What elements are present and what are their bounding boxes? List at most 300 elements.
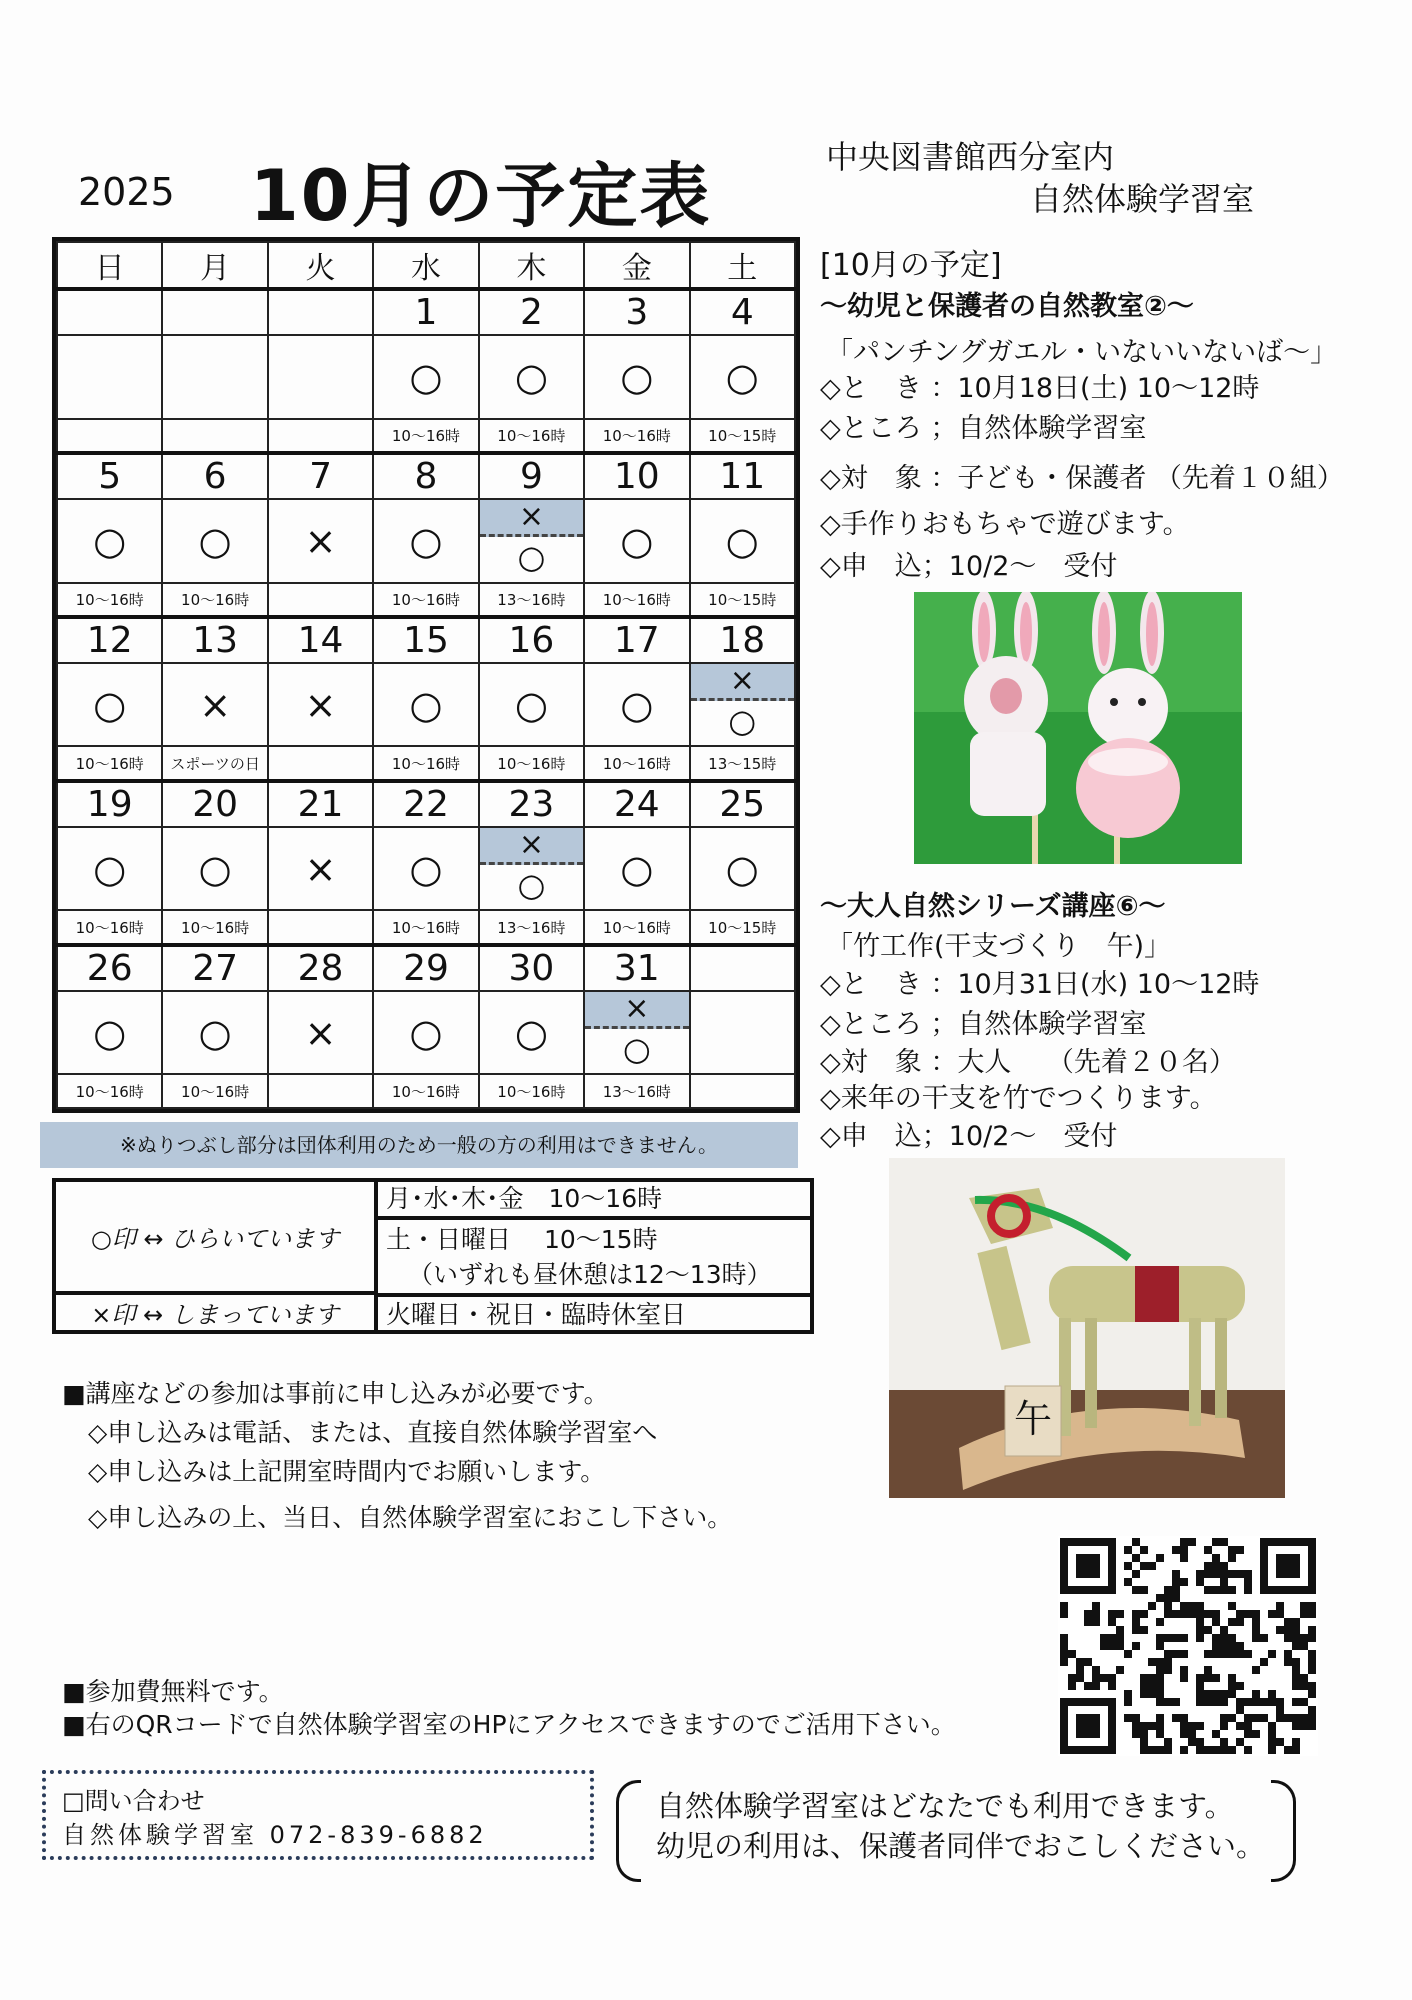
qr-module [1180, 1650, 1188, 1658]
qr-module [1228, 1634, 1236, 1642]
legend-open-lunch: （いずれも昼休憩は12～13時） [378, 1257, 810, 1297]
qr-module [1116, 1610, 1124, 1618]
qr-module [1204, 1562, 1212, 1570]
left-bracket [616, 1780, 641, 1882]
qr-module [1300, 1674, 1308, 1682]
qr-module [1092, 1674, 1100, 1682]
day-status [162, 335, 267, 419]
week-hours-row [57, 746, 795, 780]
qr-module [1164, 1586, 1172, 1594]
qr-module [1132, 1570, 1140, 1578]
qr-module [1172, 1714, 1180, 1722]
qr-module [1252, 1666, 1260, 1674]
day-status: ○ [373, 663, 478, 747]
qr-module [1084, 1610, 1092, 1618]
qr-module [1292, 1634, 1300, 1642]
legend-closed-days: 火曜日・祝日・臨時休室日 [386, 1300, 687, 1329]
qr-module [1172, 1586, 1180, 1594]
qr-module [1212, 1746, 1220, 1754]
week-hours-row [57, 583, 795, 617]
qr-module [1108, 1642, 1116, 1650]
day-hours: 10～16時 [584, 746, 689, 780]
qr-module [1220, 1746, 1228, 1754]
day-hours [268, 583, 373, 617]
qr-module [1092, 1610, 1100, 1618]
bamboo-horse-photo [889, 1158, 1285, 1498]
qr-module [1308, 1714, 1316, 1722]
qr-module [1132, 1554, 1140, 1562]
day-status: ○ [690, 335, 795, 419]
qr-module [1180, 1730, 1188, 1738]
qr-module [1268, 1722, 1276, 1730]
day-hours: 10～15時 [690, 419, 795, 453]
qr-module [1276, 1706, 1284, 1714]
qr-module [1292, 1666, 1300, 1674]
welcome-line: 幼児の利用は、保護者同伴でおこしください。 [656, 1829, 1266, 1863]
qr-module [1180, 1554, 1188, 1562]
qr-module [1220, 1570, 1228, 1578]
qr-module [1300, 1722, 1308, 1730]
qr-module [1108, 1634, 1116, 1642]
day-status: ○ [373, 991, 478, 1075]
day-hours: 10～16時 [57, 910, 162, 944]
qr-module [1196, 1674, 1204, 1682]
day-hours [690, 1074, 795, 1108]
event2-series: ～大人自然シリーズ講座⑥～ [820, 891, 1166, 922]
day-number: 8 [373, 453, 478, 499]
qr-module [1124, 1714, 1132, 1722]
event1-when: ◇と き ：10月18日(土) 10～12時 [820, 373, 1260, 404]
day-hours: 10～16時 [57, 583, 162, 617]
week-date-row [57, 781, 795, 827]
qr-module [1308, 1658, 1316, 1666]
rabbit-toy-photo [914, 592, 1242, 864]
day-status: ○ [584, 499, 689, 583]
qr-module [1156, 1674, 1164, 1682]
group-use-closed-mark: × [691, 664, 794, 701]
qr-module [1276, 1698, 1284, 1706]
week-hours-row [57, 1074, 795, 1108]
qr-module [1164, 1658, 1172, 1666]
day-number: 13 [162, 617, 267, 663]
qr-module [1284, 1746, 1292, 1754]
year: 2025 [78, 170, 175, 214]
qr-module [1252, 1698, 1260, 1706]
calendar-grid [56, 241, 796, 1109]
qr-code[interactable] [1058, 1536, 1318, 1756]
qr-module [1220, 1698, 1228, 1706]
qr-module [1244, 1578, 1252, 1586]
qr-module [1204, 1586, 1212, 1594]
day-hours [268, 1074, 373, 1108]
qr-module [1300, 1642, 1308, 1650]
day-status: ○ [479, 663, 584, 747]
qr-module [1236, 1650, 1244, 1658]
afternoon-open-mark: ○ [517, 538, 546, 577]
qr-module [1276, 1738, 1284, 1746]
afternoon-open-mark: ○ [517, 866, 546, 905]
qr-module [1196, 1626, 1204, 1634]
day-hours: 10～16時 [479, 1074, 584, 1108]
qr-module [1260, 1714, 1268, 1722]
qr-module [1100, 1634, 1108, 1642]
qr-module [1284, 1650, 1292, 1658]
day-number: 14 [268, 617, 373, 663]
qr-module [1140, 1562, 1148, 1570]
day-number: 19 [57, 781, 162, 827]
day-hours: 10～15時 [690, 583, 795, 617]
qr-module [1156, 1642, 1164, 1650]
day-number: 30 [479, 945, 584, 991]
qr-module [1196, 1610, 1204, 1618]
qr-module [1140, 1610, 1148, 1618]
qr-module [1132, 1722, 1140, 1730]
qr-module [1212, 1690, 1220, 1698]
qr-module [1196, 1746, 1204, 1754]
qr-module [1212, 1650, 1220, 1658]
day-hours: 10～16時 [479, 746, 584, 780]
qr-module [1108, 1610, 1116, 1618]
qr-module [1236, 1570, 1244, 1578]
day-status: × [268, 663, 373, 747]
qr-module [1292, 1626, 1300, 1634]
day-number: 31 [584, 945, 689, 991]
qr-module [1212, 1538, 1220, 1546]
qr-module [1124, 1562, 1132, 1570]
day-number: 24 [584, 781, 689, 827]
day-status: ○ [584, 827, 689, 911]
qr-module [1220, 1586, 1228, 1594]
qr-module [1156, 1658, 1164, 1666]
qr-module [1092, 1666, 1100, 1674]
qr-module [1244, 1586, 1252, 1594]
event2-title: 「竹工作(干支づくり 午)」 [826, 931, 1172, 962]
qr-module [1268, 1690, 1276, 1698]
event1-target: ◇対 象 ：子ども・保護者 （先着１０組） [820, 463, 1344, 494]
qr-module [1276, 1714, 1284, 1722]
right-bracket [1271, 1780, 1296, 1882]
qr-module [1156, 1594, 1164, 1602]
legend-closed-label: ×印 ↔ しまっています [91, 1301, 339, 1329]
qr-module [1228, 1554, 1236, 1562]
qr-module [1244, 1714, 1252, 1722]
qr-module [1268, 1746, 1276, 1754]
qr-module [1148, 1562, 1156, 1570]
day-hours: 13～15時 [690, 746, 795, 780]
qr-module [1156, 1722, 1164, 1730]
qr-module [1292, 1698, 1300, 1706]
qr-module [1060, 1610, 1068, 1618]
day-number: 17 [584, 617, 689, 663]
qr-module [1172, 1698, 1180, 1706]
qr-module [1172, 1650, 1180, 1658]
day-hours: 10～16時 [373, 1074, 478, 1108]
qr-module [1164, 1738, 1172, 1746]
qr-module [1140, 1690, 1148, 1698]
qr-module [1204, 1698, 1212, 1706]
event2-target: ◇対 象 ：大人 （先着２０名） [820, 1047, 1236, 1078]
day-hours: 10～16時 [57, 746, 162, 780]
qr-module [1188, 1538, 1196, 1546]
day-hours: 10～16時 [162, 1074, 267, 1108]
day-number: 1 [373, 289, 478, 335]
qr-module [1148, 1690, 1156, 1698]
day-hours: 10～16時 [162, 910, 267, 944]
qr-module [1108, 1682, 1116, 1690]
qr-module [1308, 1706, 1316, 1714]
week-status-row [57, 827, 795, 911]
event1-desc: ◇手作りおもちゃで遊びます。 [820, 509, 1190, 540]
qr-module [1180, 1746, 1188, 1754]
qr-module [1204, 1610, 1212, 1618]
event1-series: ～幼児と保護者の自然教室②～ [820, 291, 1194, 322]
qr-module [1084, 1658, 1092, 1666]
qr-module [1236, 1618, 1244, 1626]
qr-module [1244, 1746, 1252, 1754]
qr-module [1276, 1610, 1284, 1618]
qr-module [1164, 1634, 1172, 1642]
day-hours: 10～16時 [584, 583, 689, 617]
week-status-row [57, 663, 795, 747]
qr-module [1196, 1682, 1204, 1690]
qr-module [1068, 1674, 1076, 1682]
rabbit-toy-illustration [914, 592, 1242, 864]
day-status: ○ [584, 663, 689, 747]
horse-sign-text: 午 [1013, 1397, 1053, 1441]
weekday-header: 火 [268, 242, 373, 289]
qr-module [1220, 1650, 1228, 1658]
qr-module [1132, 1714, 1140, 1722]
qr-module [1188, 1738, 1196, 1746]
qr-module [1204, 1666, 1212, 1674]
day-status [57, 335, 162, 419]
day-status [690, 663, 795, 747]
qr-module [1196, 1578, 1204, 1586]
qr-module [1276, 1602, 1284, 1610]
qr-module [1308, 1690, 1316, 1698]
qr-module [1196, 1634, 1204, 1642]
qr-module [1308, 1634, 1316, 1642]
day-status [479, 827, 584, 911]
week-date-row [57, 289, 795, 335]
day-status: ○ [162, 991, 267, 1075]
day-hours: 10～16時 [373, 746, 478, 780]
qr-module [1260, 1658, 1268, 1666]
qr-module [1084, 1618, 1092, 1626]
day-number [57, 289, 162, 335]
day-hours [162, 419, 267, 453]
qr-module [1252, 1618, 1260, 1626]
day-number: 3 [584, 289, 689, 335]
day-hours: 10～16時 [373, 419, 478, 453]
qr-module [1124, 1650, 1132, 1658]
day-hours: 10～16時 [479, 419, 584, 453]
qr-module [1228, 1586, 1236, 1594]
event2-when: ◇と き ：10月31日(水) 10～12時 [820, 969, 1260, 1000]
day-hours: 10～16時 [373, 583, 478, 617]
day-hours: 13～16時 [479, 910, 584, 944]
group-use-closed-mark: × [585, 992, 688, 1029]
day-number: 29 [373, 945, 478, 991]
event2-apply: ◇申 込；10/2～ 受付 [820, 1121, 1118, 1152]
qr-module [1244, 1610, 1252, 1618]
qr-module [1204, 1650, 1212, 1658]
qr-module [1060, 1642, 1068, 1650]
event2-where: ◇ところ ；自然体験学習室 [820, 1009, 1147, 1040]
qr-module [1204, 1546, 1212, 1554]
qr-finder-inner [1076, 1554, 1100, 1578]
group-use-closed-mark: × [480, 828, 583, 865]
qr-module [1308, 1610, 1316, 1618]
qr-module [1300, 1698, 1308, 1706]
qr-module [1196, 1738, 1204, 1746]
qr-module [1196, 1602, 1204, 1610]
bamboo-horse-illustration [889, 1158, 1285, 1498]
qr-module [1292, 1642, 1300, 1650]
qr-module [1172, 1610, 1180, 1618]
weekday-header: 木 [479, 242, 584, 289]
qr-module [1116, 1642, 1124, 1650]
qr-module [1180, 1666, 1188, 1674]
qr-module [1236, 1642, 1244, 1650]
qr-module [1220, 1722, 1228, 1730]
qr-module [1276, 1626, 1284, 1634]
qr-module [1300, 1682, 1308, 1690]
qr-module [1204, 1674, 1212, 1682]
day-number: 2 [479, 289, 584, 335]
welcome-line: 自然体験学習室はどなたでも利用できます。 [656, 1789, 1234, 1823]
day-status: × [268, 499, 373, 583]
qr-module [1252, 1610, 1260, 1618]
qr-module [1268, 1738, 1276, 1746]
qr-module [1180, 1610, 1188, 1618]
week-date-row [57, 617, 795, 663]
qr-module [1092, 1618, 1100, 1626]
day-status: ○ [162, 827, 267, 911]
day-number: 6 [162, 453, 267, 499]
qr-module [1308, 1650, 1316, 1658]
qr-module [1212, 1570, 1220, 1578]
day-number: 11 [690, 453, 795, 499]
day-number [690, 945, 795, 991]
qr-module [1164, 1746, 1172, 1754]
qr-module [1236, 1738, 1244, 1746]
day-status [584, 991, 689, 1075]
qr-module [1132, 1618, 1140, 1626]
qr-module [1284, 1626, 1292, 1634]
day-status: ○ [57, 991, 162, 1075]
day-status: × [162, 663, 267, 747]
qr-module [1284, 1714, 1292, 1722]
event1-where: ◇ところ ；自然体験学習室 [820, 413, 1147, 444]
qr-module [1124, 1690, 1132, 1698]
qr-module [1180, 1578, 1188, 1586]
day-number: 23 [479, 781, 584, 827]
qr-module [1060, 1602, 1068, 1610]
qr-module [1220, 1634, 1228, 1642]
qr-module [1180, 1546, 1188, 1554]
qr-module [1212, 1586, 1220, 1594]
qr-module [1244, 1722, 1252, 1730]
qr-module [1156, 1634, 1164, 1642]
qr-module [1212, 1634, 1220, 1642]
qr-module [1164, 1698, 1172, 1706]
qr-module [1124, 1698, 1132, 1706]
qr-module [1220, 1578, 1228, 1586]
day-hours: スポーツの日 [162, 746, 267, 780]
qr-module [1132, 1642, 1140, 1650]
qr-module [1300, 1634, 1308, 1642]
qr-module [1220, 1626, 1228, 1634]
qr-module [1156, 1690, 1164, 1698]
qr-module [1284, 1618, 1292, 1626]
qr-module [1292, 1682, 1300, 1690]
qr-module [1060, 1650, 1068, 1658]
qr-module [1236, 1610, 1244, 1618]
weekday-header-row [57, 242, 795, 289]
qr-module [1244, 1650, 1252, 1658]
qr-module [1180, 1722, 1188, 1730]
week-status-row [57, 991, 795, 1075]
qr-module [1060, 1658, 1068, 1666]
qr-module [1084, 1682, 1092, 1690]
day-hours: 13～16時 [479, 583, 584, 617]
qr-module [1212, 1674, 1220, 1682]
qr-module [1220, 1538, 1228, 1546]
qr-finder-inner [1076, 1714, 1100, 1738]
qr-module [1212, 1554, 1220, 1562]
day-number: 27 [162, 945, 267, 991]
qr-module [1292, 1674, 1300, 1682]
qr-module [1172, 1570, 1180, 1578]
page-title: 10月の予定表 [250, 155, 712, 237]
qr-module [1068, 1650, 1076, 1658]
day-status: × [268, 991, 373, 1075]
group-use-note: ※ぬりつぶし部分は団体利用のため一般の方の利用はできません。 [40, 1122, 798, 1168]
week-date-row [57, 453, 795, 499]
legend-open-weekend: 土・日曜日 10～15時 [386, 1225, 658, 1254]
week-hours-row [57, 910, 795, 944]
event1-title: 「パンチングガエル・いないいないば～」 [826, 337, 1338, 368]
qr-module [1148, 1746, 1156, 1754]
weekday-header: 日 [57, 242, 162, 289]
qr-module [1204, 1746, 1212, 1754]
info-line: ◇申し込みは電話、または、直接自然体験学習室へ [88, 1418, 658, 1447]
qr-module [1220, 1562, 1228, 1570]
qr-module [1244, 1570, 1252, 1578]
week-status-row [57, 335, 795, 419]
day-number: 7 [268, 453, 373, 499]
day-status: ○ [690, 827, 795, 911]
day-status: ○ [57, 827, 162, 911]
qr-module [1156, 1698, 1164, 1706]
day-number: 20 [162, 781, 267, 827]
qr-module [1284, 1634, 1292, 1642]
qr-module [1252, 1634, 1260, 1642]
org-name: 中央図書館西分室内 [826, 138, 1115, 176]
day-number: 9 [479, 453, 584, 499]
day-status: ○ [479, 335, 584, 419]
qr-module [1292, 1746, 1300, 1754]
day-status: ○ [57, 663, 162, 747]
qr-module [1132, 1586, 1140, 1594]
qr-module [1228, 1602, 1236, 1610]
qr-module [1172, 1578, 1180, 1586]
qr-module [1068, 1682, 1076, 1690]
info-line: ◇申し込みの上、当日、自然体験学習室におこし下さい。 [88, 1503, 733, 1532]
contact-phone: 自然体験学習室 072-839-6882 [62, 1821, 488, 1849]
day-number: 22 [373, 781, 478, 827]
